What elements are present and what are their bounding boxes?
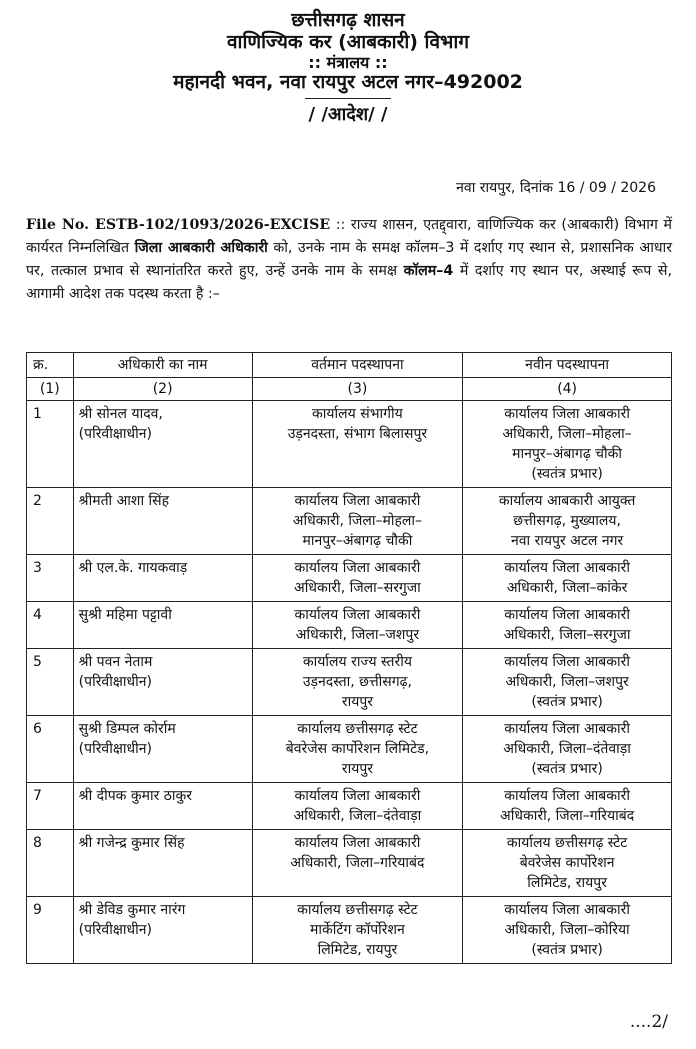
department-name: वाणिज्यिक कर (आबकारी) विभाग: [226, 30, 470, 53]
cell-name: श्री एल.के. गायकवाड़: [73, 555, 252, 602]
cell-new: कार्यालय जिला आबकारी अधिकारी, जिला–कोरिया (स्वतंत्र प्रभार): [463, 897, 672, 964]
order-date: नवा रायपुर, दिनांक 16 / 09 / 2026: [456, 180, 656, 196]
cell-new: कार्यालय आबकारी आयुक्त छत्तीसगढ़, मुख्यालय, नवा रायपुर अटल नगर: [463, 488, 672, 555]
para-text-1: :: राज्य शासन, एतद्द्वारा, वाणिज्यिक कर (आबकारी) विभाग में कार्यरत निम्नलिखित: [26, 217, 672, 256]
cell-current: कार्यालय जिला आबकारी अधिकारी, जिला–गरियाबंद: [252, 830, 463, 897]
cell-name: श्री डेविड कुमार नारंग (परिवीक्षाधीन): [73, 897, 252, 964]
para-bold-1: जिला आबकारी अधिकारी: [134, 240, 268, 256]
cell-current: कार्यालय जिला आबकारी अधिकारी, जिला–दंतेवाड़ा: [252, 783, 463, 830]
cell-new: कार्यालय जिला आबकारी अधिकारी, जिला–मोहला– मानपुर–अंबागढ़ चौकी (स्वतंत्र प्रभार): [463, 401, 672, 488]
table-row: [27, 649, 672, 716]
table-row: [27, 830, 672, 897]
transfer-table: [26, 352, 672, 964]
cell-sno: 3: [27, 555, 74, 602]
cell-current: कार्यालय छत्तीसगढ़ स्टेट मार्केटिंग कॉर्पोरेशन लिमिटेड, रायपुर: [252, 897, 463, 964]
header-current-posting: वर्तमान पदस्थापना: [252, 353, 463, 378]
col-number: (3): [252, 378, 463, 401]
header-name: अधिकारी का नाम: [73, 353, 252, 378]
header-sno: क्र.: [27, 353, 74, 378]
cell-sno: 5: [27, 649, 74, 716]
govt-name: छत्तीसगढ़ शासन: [291, 9, 405, 31]
cell-current: कार्यालय संभागीय उड़नदस्ता, संभाग बिलासपुर: [252, 401, 463, 488]
cell-name: सुश्री डिम्पल कोर्राम (परिवीक्षाधीन): [73, 716, 252, 783]
cell-current: कार्यालय जिला आबकारी अधिकारी, जिला–सरगुजा: [252, 555, 463, 602]
para-text-2: को, उनके नाम के समक्ष कॉलम–3 में दर्शाए गए स्थान से, प्रशासनिक आधार पर, तत्काल प्रभाव से स्थानांतरित करते हुए, उन्हें उनके नाम के समक्ष: [26, 240, 673, 279]
cell-new: कार्यालय जिला आबकारी अधिकारी, जिला–कांकेर: [463, 555, 672, 602]
cell-current: कार्यालय जिला आबकारी अधिकारी, जिला–जशपुर: [252, 602, 463, 649]
cell-name: श्रीमती आशा सिंह: [73, 488, 252, 555]
table-row: [27, 401, 672, 488]
office-address: महानदी भवन, नवा रायपुर अटल नगर–492002: [173, 71, 523, 94]
col-number: (4): [463, 378, 672, 401]
cell-name: श्री दीपक कुमार ठाकुर: [73, 783, 252, 830]
file-number: File No. ESTB-102/1093/2026-EXCISE: [26, 217, 331, 233]
cell-sno: 9: [27, 897, 74, 964]
cell-new: कार्यालय जिला आबकारी अधिकारी, जिला–दंतेवाड़ा (स्वतंत्र प्रभार): [463, 716, 672, 783]
para-bold-2: कॉलम–4: [403, 263, 454, 279]
cell-current: कार्यालय जिला आबकारी अधिकारी, जिला–मोहला– मानपुर–अंबागढ़ चौकी: [252, 488, 463, 555]
cell-new: कार्यालय छत्तीसगढ़ स्टेट बेवरेजेस कार्पोरेशन लिमिटेड, रायपुर: [463, 830, 672, 897]
cell-name: श्री सोनल यादव, (परिवीक्षाधीन): [73, 401, 252, 488]
cell-sno: 6: [27, 716, 74, 783]
header-new-posting: नवीन पदस्थापना: [463, 353, 672, 378]
table-row: [27, 555, 672, 602]
table-row: [27, 716, 672, 783]
table-header-row: [27, 353, 672, 378]
cell-current: कार्यालय राज्य स्तरीय उड़नदस्ता, छत्तीसगढ़, रायपुर: [252, 649, 463, 716]
order-paragraph: [26, 214, 672, 306]
cell-sno: 1: [27, 401, 74, 488]
para-text-3: में दर्शाए गए स्थान पर, अस्थाई रूप से, आगामी आदेश तक पदस्थ करता है :–: [26, 263, 672, 302]
page-continuation: ....2/: [629, 1012, 668, 1032]
table-column-number-row: [27, 378, 672, 401]
col-number: (2): [73, 378, 252, 401]
cell-new: कार्यालय जिला आबकारी अधिकारी, जिला–गरियाबंद: [463, 783, 672, 830]
ministry-label: :: मंत्रालय ::: [308, 52, 388, 72]
cell-sno: 4: [27, 602, 74, 649]
cell-new: कार्यालय जिला आबकारी अधिकारी, जिला–सरगुजा: [463, 602, 672, 649]
order-title: / /आदेश/ /: [308, 103, 388, 125]
cell-sno: 8: [27, 830, 74, 897]
cell-sno: 7: [27, 783, 74, 830]
table-row: [27, 897, 672, 964]
header-divider: [305, 98, 391, 99]
cell-sno: 2: [27, 488, 74, 555]
table-row: [27, 488, 672, 555]
cell-new: कार्यालय जिला आबकारी अधिकारी, जिला–जशपुर (स्वतंत्र प्रभार): [463, 649, 672, 716]
cell-name: श्री गजेन्द्र कुमार सिंह: [73, 830, 252, 897]
table-row: [27, 783, 672, 830]
cell-current: कार्यालय छत्तीसगढ़ स्टेट बेवरेजेस कार्पोरेशन लिमिटेड, रायपुर: [252, 716, 463, 783]
table-row: [27, 602, 672, 649]
cell-name: श्री पवन नेताम (परिवीक्षाधीन): [73, 649, 252, 716]
col-number: (1): [27, 378, 74, 401]
cell-name: सुश्री महिमा पट्टावी: [73, 602, 252, 649]
letterhead: [0, 10, 696, 126]
